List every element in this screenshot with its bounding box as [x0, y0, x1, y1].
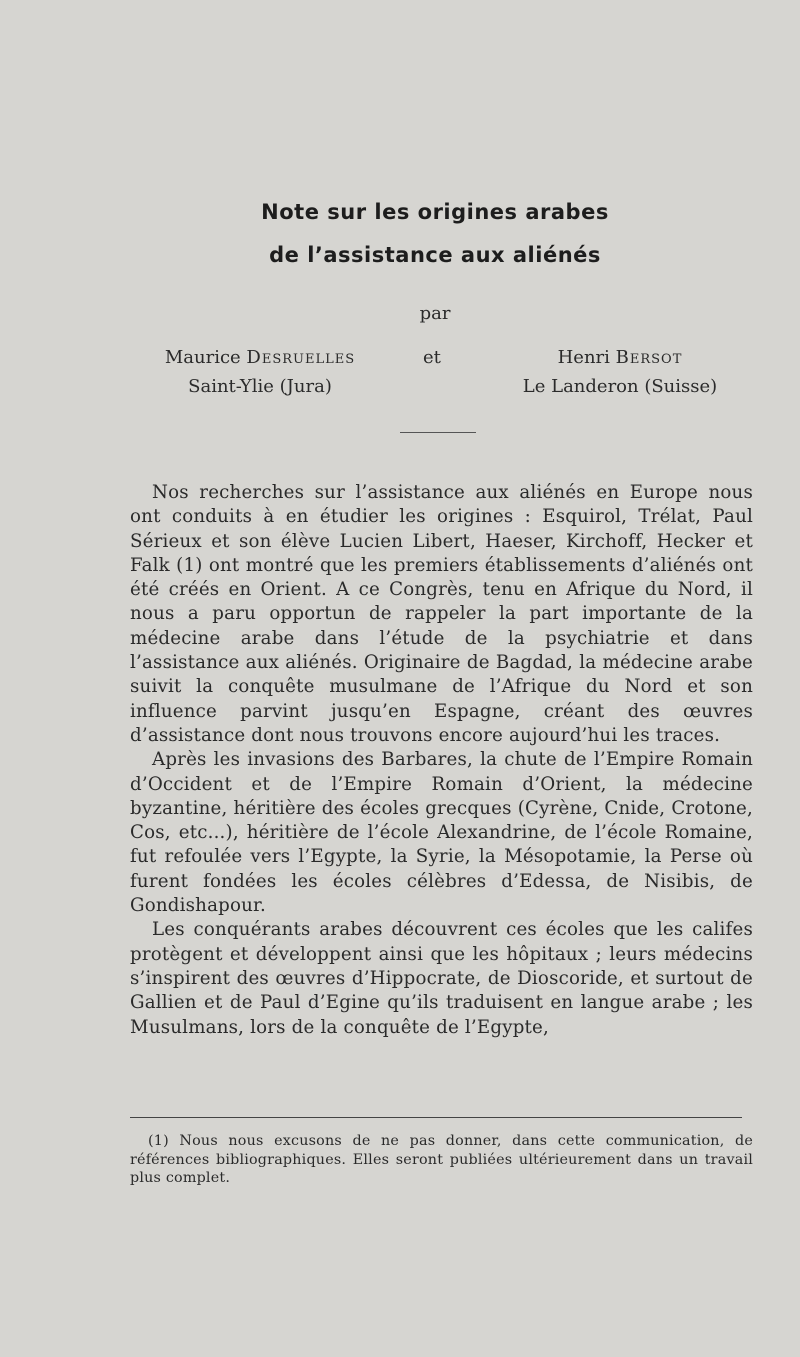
footnote: [130, 1132, 753, 1188]
paragraph: Après les invasions des Barbares, la chute de l’Empire Romain d’Occident et de l’Empire Romain d’Orient, la médecine byzantine, héritière des écoles grecques (Cyrène, Cnide, Crotone, Cos, etc...), héritière de l’école Alexandrine, de l’école Romaine, fut refoulée vers l’Egypte, la Syrie, la Mésopotamie, la Perse où furent fondées les écoles célèbres d’Edessa, de Nisibis, de Gondishapour.: [130, 749, 753, 917]
author-left-name: [140, 343, 380, 372]
author-right: [480, 343, 760, 401]
title-line-1: Note sur les origines arabes: [261, 200, 609, 224]
author-right-name: [480, 343, 760, 372]
author-conjunction: et: [423, 347, 441, 368]
by-line: par: [419, 303, 451, 324]
paragraph: Les conquérants arabes découvrent ces écoles que les califes protègent et développent ainsi que les hôpitaux ; leurs médecins s’inspirent des œuvres d’Hippocrate, de Dioscoride, et surtout de Gallien et de Paul d’Egine qu’ils traduisent en langue arabe ; les Musulmans, lors de la conquête de l’Egypte,: [130, 919, 753, 1038]
author-right-first-name: Henri: [557, 347, 610, 368]
author-left-last-name: Desruelles: [246, 347, 356, 368]
footnote-rule: [130, 1117, 742, 1118]
paragraph: Nos recherches sur l’assistance aux aliénés en Europe nous ont conduits à en étudier les origines : Esquirol, Trélat, Paul Sérieux et son élève Lucien Libert, Haeser, Kirchoff, Hecker et Falk (1) ont montré que les premiers établissements d’aliénés ont été créés en Orient. A ce Congrès, tenu en Afrique du Nord, il nous a paru opportun de rappeler la part importante de la médecine arabe dans l’étude de la psychiatrie et dans l’assistance aux aliénés. Originaire de Bagdad, la médecine arabe suivit la conquête musulmane de l’Afrique du Nord et son influence parvint jusqu’en Espagne, créant des œuvres d’assistance dont nous trouvons encore aujourd’hui les traces.: [130, 482, 753, 746]
title-line-2: de l’assistance aux aliénés: [269, 243, 601, 267]
authors-block: [140, 343, 720, 403]
author-right-place: Le Landeron (Suisse): [522, 376, 718, 397]
body-text: [130, 481, 753, 1040]
author-left-first-name: Maurice: [164, 347, 241, 368]
separator-rule: [400, 432, 476, 433]
author-left: [140, 343, 380, 401]
author-right-last-name: Bersot: [615, 347, 683, 368]
footnote-text: (1) Nous nous excusons de ne pas donner, dans cette communication, de références bibliographiques. Elles seront publiées ultérieurement dans un travail plus complet.: [130, 1133, 753, 1186]
author-left-place: Saint-Ylie (Jura): [188, 376, 332, 397]
